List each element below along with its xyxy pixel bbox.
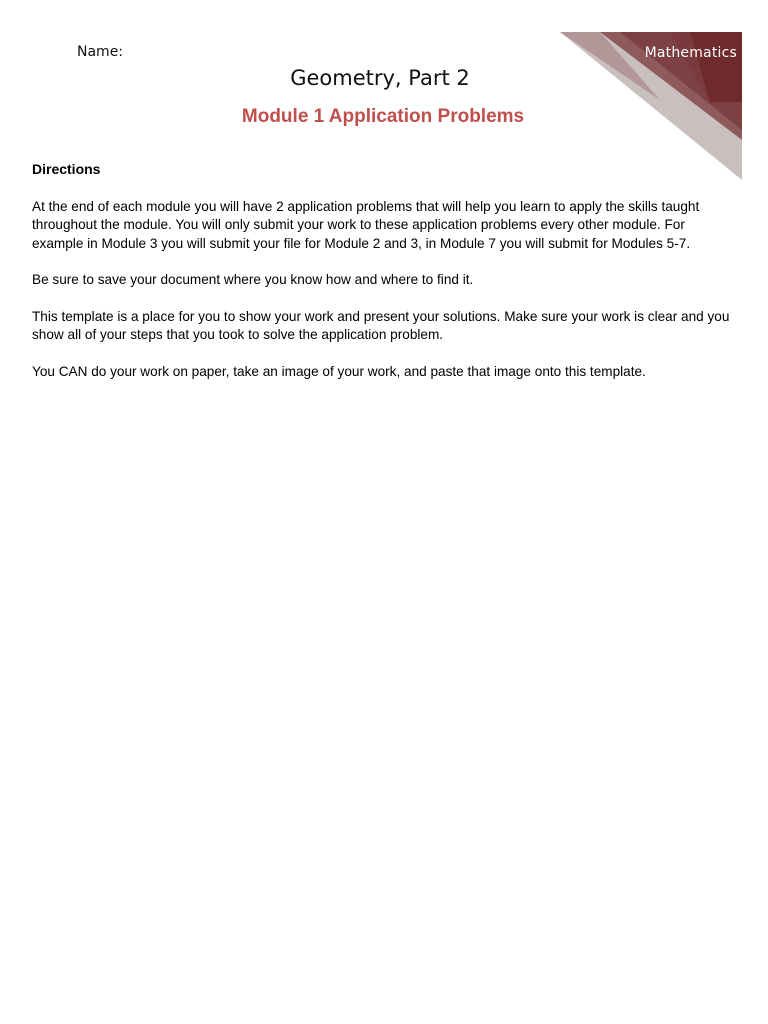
subject-label: Mathematics	[644, 45, 737, 61]
directions-heading: Directions	[32, 161, 101, 177]
document-subtitle: Module 1 Application Problems	[241, 106, 525, 127]
paragraph-template-purpose: This template is a place for you to show your work and present your solutions. Make sure your work is clear and you show all of your steps that you took to solve the application problem.	[32, 308, 730, 342]
paragraph-save-document: Be sure to save your document where you know how and where to find it.	[32, 272, 474, 287]
name-label: Name:	[77, 44, 124, 60]
paragraph-submission-schedule: At the end of each module you will have 2 application problems that will help you learn to apply the skills taught throughout the module. You will only submit your work to these application problems every other module. For example in Module 3 you will submit your file for Module 2 and 3, in Module 7 you will submit for Modules 5-7.	[32, 198, 700, 251]
paragraph-paper-option: You CAN do your work on paper, take an image of your work, and paste that image onto this template.	[32, 363, 646, 379]
directions-section	[32, 160, 736, 399]
document-title: Geometry, Part 2	[290, 66, 470, 90]
